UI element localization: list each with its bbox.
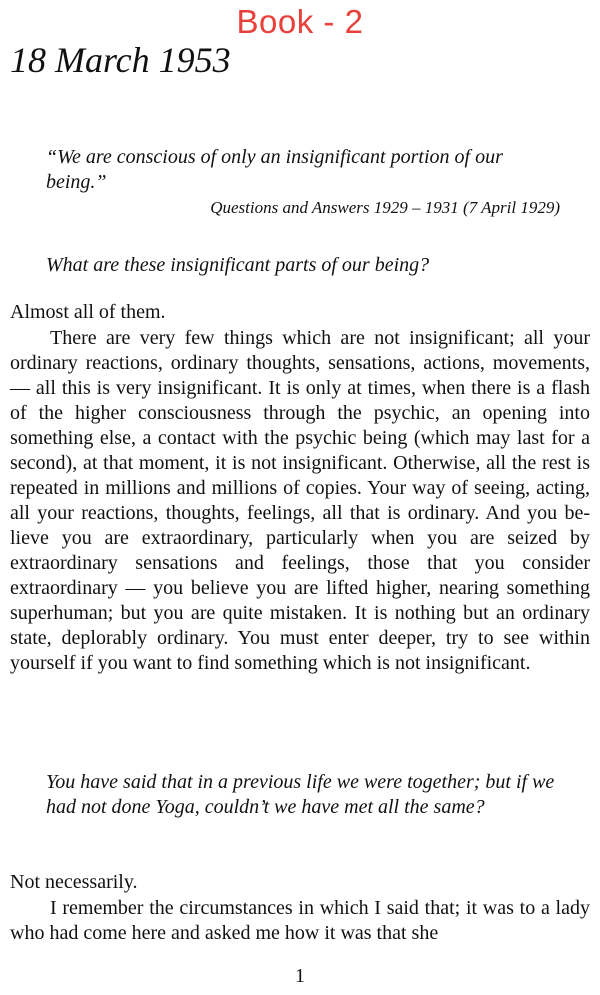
page-number: 1 — [295, 965, 305, 987]
answer-2-opening: Not necessarily. — [10, 871, 138, 893]
book-label: Book - 2 — [236, 3, 364, 40]
entry-date-heading: 18 March 1953 — [10, 40, 231, 80]
answer-2-body: I remember the circumstances in which I said that; it was to a lady who had come here and asked me how it was that she — [10, 897, 590, 944]
question-2: You have said that in a previous life we were together; but if we had not done Yoga, couldn’t we have met all the same? — [46, 771, 555, 818]
epigraph-quote: “We are conscious of only an insignificant portion of our being.” — [46, 146, 503, 193]
answer-1-opening: Almost all of them. — [10, 301, 166, 323]
epigraph-source: Questions and Answers 1929 – 1931 (7 April 1929) — [210, 198, 560, 217]
answer-1-body: There are very few things which are not insignificant; all your ordinary reactions, ordinary thoughts, sensations, actions, movements, — all this is very insignificant. It is only at times, when there is a flash of the higher consciousness through the psychic, an opening into something else, a contact with the psychic being (which may last for a second), at that moment, it is not insignificant. Otherwise, all the rest is repeated in millions and millions of copies. Your way of seeing, acting, all your reactions, thoughts, feelings, all that is ordinary. And you believe you are extraordinary, particularly when you are seized by extraordinary sensations and feelings, those that you consider extraordinary — you believe you are lifted higher, nearing something superhuman; but you are quite mistaken. It is nothing but an ordinary state, deplorably ordinary. You must enter deeper, try to see within yourself if you want to find something which is not insignificant. — [10, 327, 590, 674]
question-1: What are these insignificant parts of our being? — [46, 254, 430, 276]
